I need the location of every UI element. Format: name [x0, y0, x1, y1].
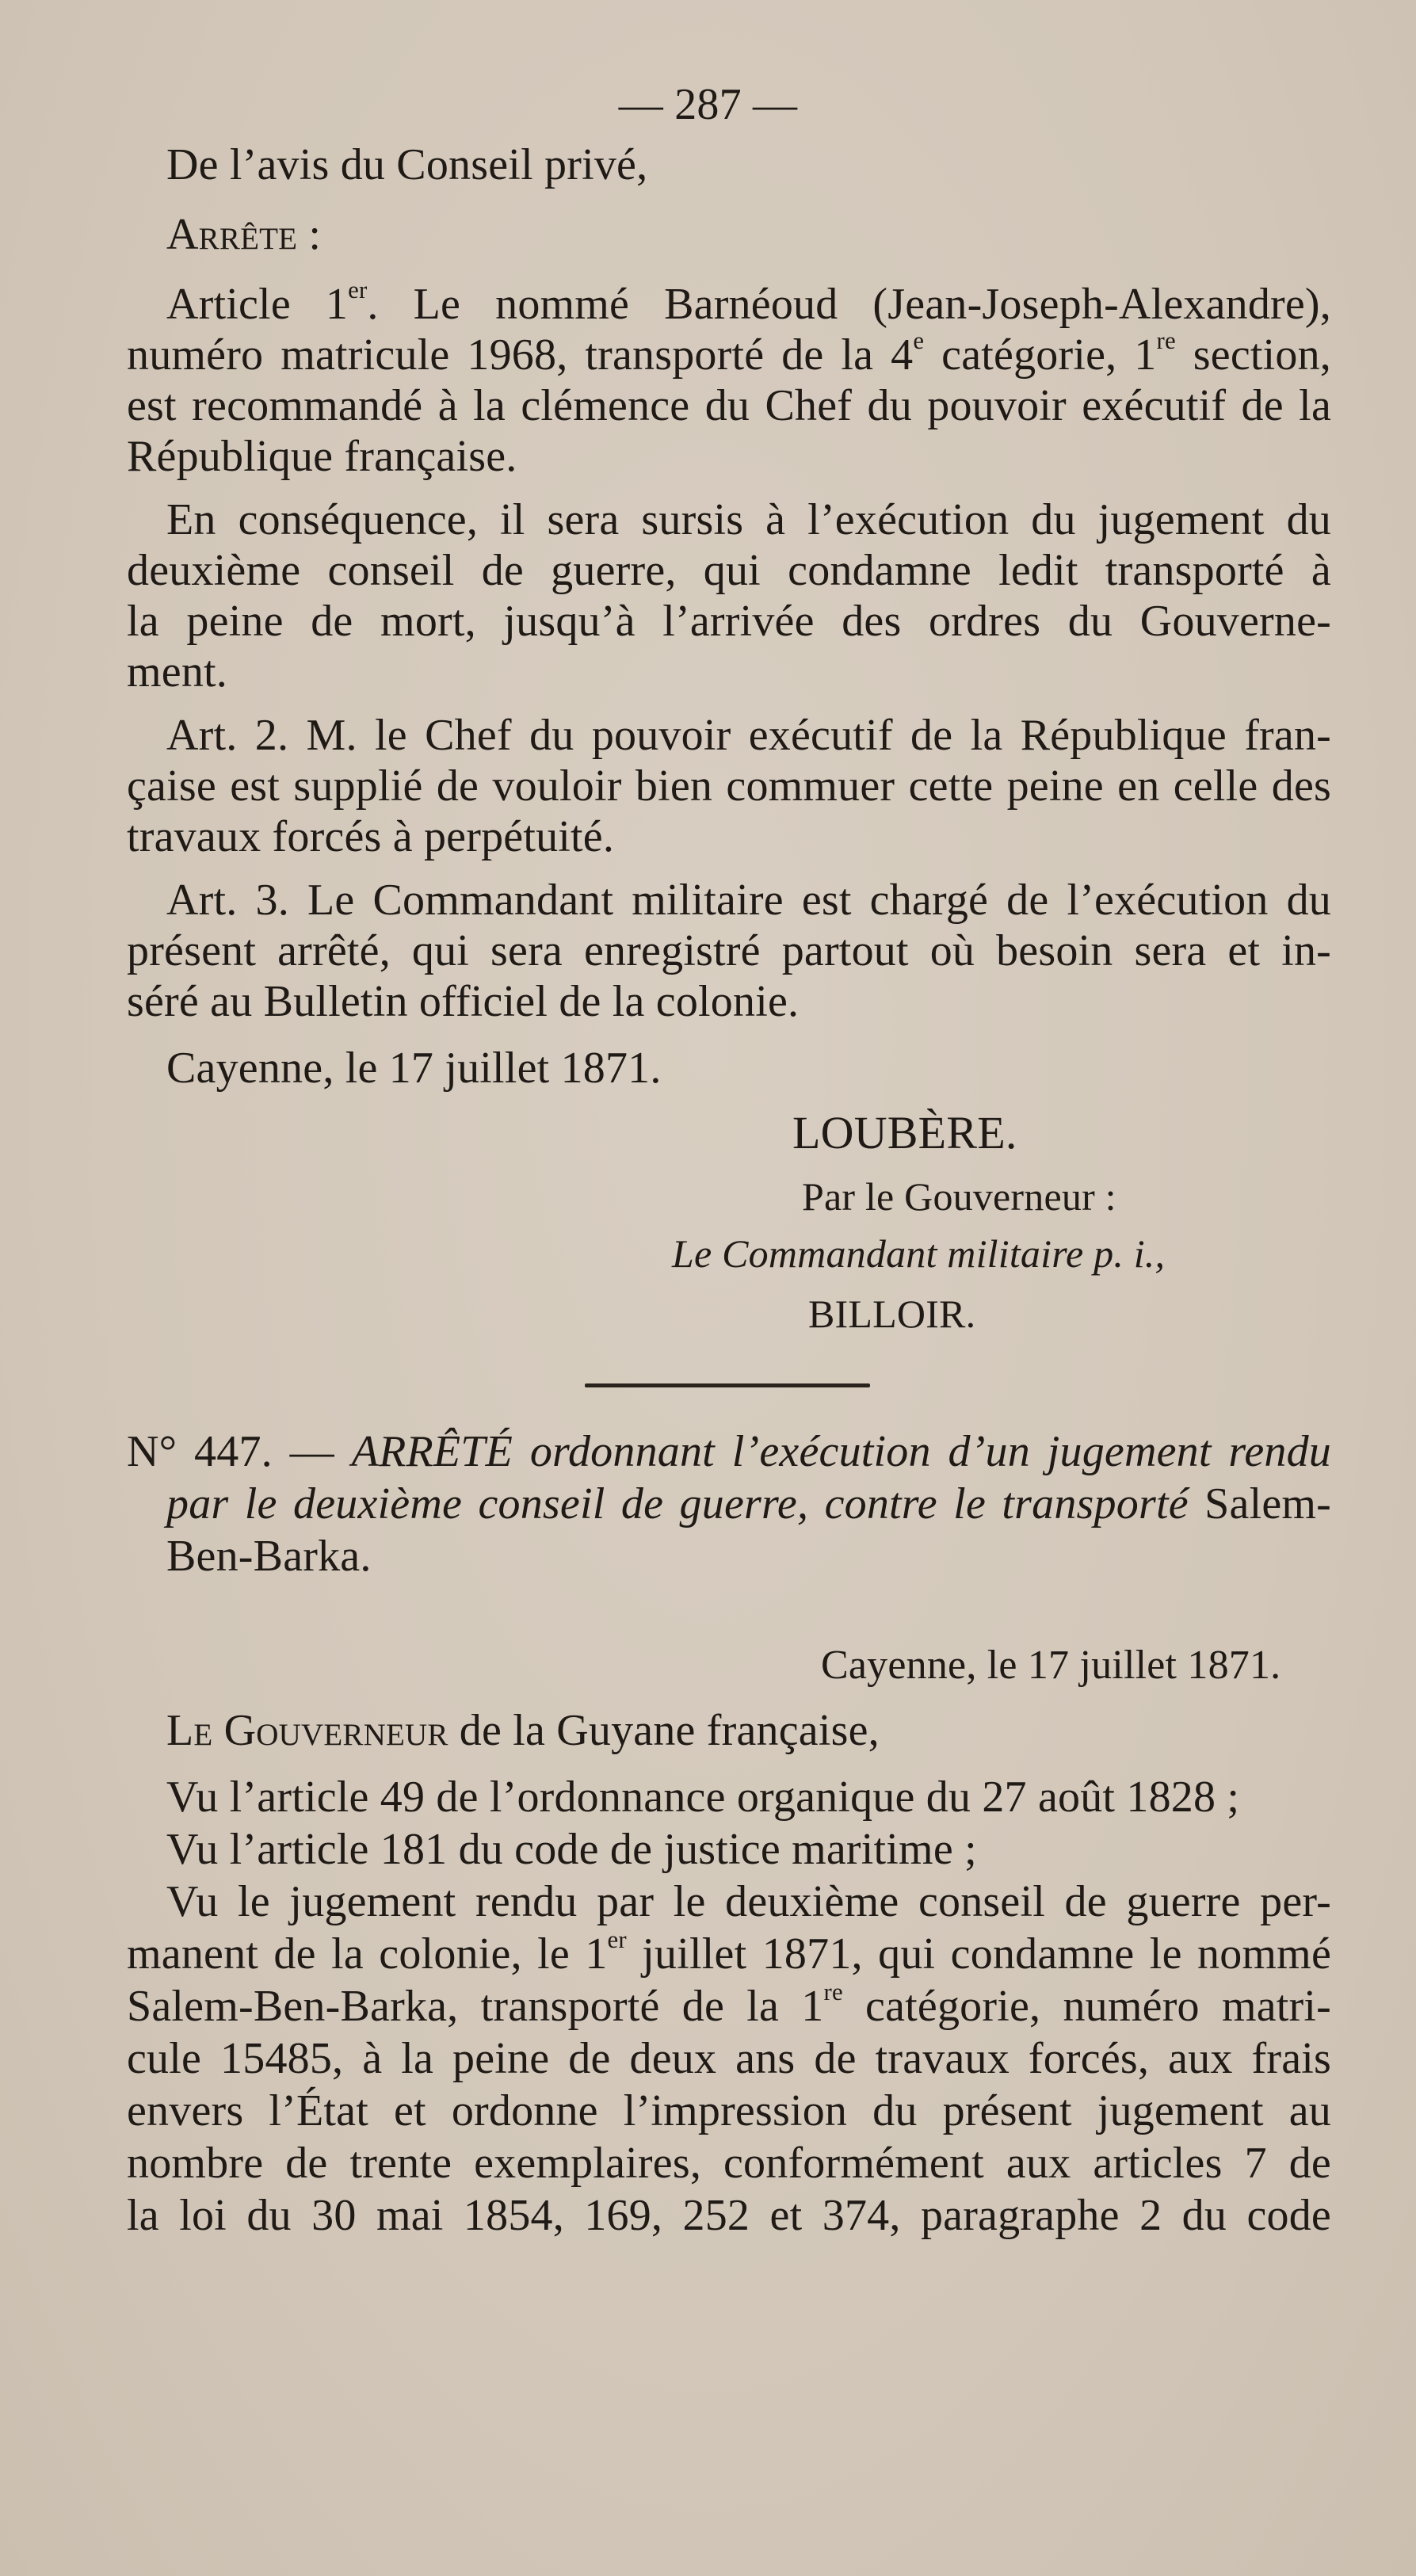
- signature-role: Le Commandant militaire p. i.,: [672, 1231, 1166, 1276]
- text-line: est recommandé à la clémence du Chef du pouvoir exécutif de la: [127, 381, 1331, 430]
- text-line: Salem-Ben-Barka, transporté de la 1re catégorie, numéro matri-: [127, 1978, 1331, 2031]
- text-line: Art. 3. Le Commandant militaire est chargé de l’exécution du: [166, 876, 1331, 925]
- arrete-heading: Arrête :: [166, 210, 322, 259]
- text-line: manent de la colonie, le 1er juillet 1871, qui condamne le nommé: [127, 1925, 1331, 1979]
- decree-heading: Ben-Barka.: [166, 1532, 372, 1581]
- text-line: Le Gouverneur de la Guyane française,: [166, 1706, 880, 1755]
- text-line: En conséquence, il sera sursis à l’exécution du jugement du: [166, 495, 1331, 544]
- decree-heading: par le deuxième conseil de guerre, contre le transporté Salem-: [166, 1479, 1331, 1528]
- text-line: nombre de trente exemplaires, conformément aux articles 7 de: [127, 2139, 1331, 2188]
- section-divider: [585, 1383, 870, 1387]
- text-line: çaise est supplié de vouloir bien commuer cette peine en celle des: [127, 761, 1331, 811]
- text-line: cule 15485, à la peine de deux ans de travaux forcés, aux frais: [127, 2034, 1331, 2083]
- text-line: la peine de mort, jusqu’à l’arrivée des ordres du Gouverne-: [127, 597, 1331, 646]
- text-line: Vu l’article 49 de l’ordonnance organique du 27 août 1828 ;: [166, 1773, 1240, 1822]
- text-line: présent arrêté, qui sera enregistré partout où besoin sera et in-: [127, 926, 1331, 975]
- page-number: — 287 —: [618, 80, 798, 129]
- signature-name: LOUBÈRE.: [792, 1107, 1017, 1158]
- text-line: De l’avis du Conseil privé,: [166, 140, 648, 189]
- text-line: la loi du 30 mai 1854, 169, 252 et 374, paragraphe 2 du code: [127, 2191, 1331, 2240]
- text-line: République française.: [127, 432, 517, 481]
- text-line: Vu l’article 181 du code de justice maritime ;: [166, 1825, 977, 1874]
- text-line: ment.: [127, 647, 227, 696]
- decree-heading: N° 447. — ARRÊTÉ ordonnant l’exécution d’un jugement rendu: [127, 1427, 1331, 1476]
- text-line: Cayenne, le 17 juillet 1871.: [166, 1044, 662, 1093]
- text-line: Article 1er. Le nommé Barnéoud (Jean-Joseph-Alexandre),: [166, 276, 1331, 329]
- signature-by: Par le Gouverneur :: [802, 1174, 1116, 1219]
- decree-date: Cayenne, le 17 juillet 1871.: [821, 1643, 1281, 1688]
- text-line: envers l’État et ordonne l’impression du présent jugement au: [127, 2086, 1331, 2135]
- signature-signer: BILLOIR.: [808, 1292, 976, 1336]
- text-line: séré au Bulletin officiel de la colonie.: [127, 977, 800, 1026]
- text-line: Art. 2. M. le Chef du pouvoir exécutif de la République fran-: [166, 711, 1331, 760]
- text-line: numéro matricule 1968, transporté de la 4e catégorie, 1re section,: [127, 326, 1332, 380]
- text-line: deuxième conseil de guerre, qui condamne ledit transporté à: [127, 546, 1331, 595]
- text-line: travaux forcés à perpétuité.: [127, 812, 615, 861]
- text-line: Vu le jugement rendu par le deuxième conseil de guerre per-: [166, 1877, 1331, 1926]
